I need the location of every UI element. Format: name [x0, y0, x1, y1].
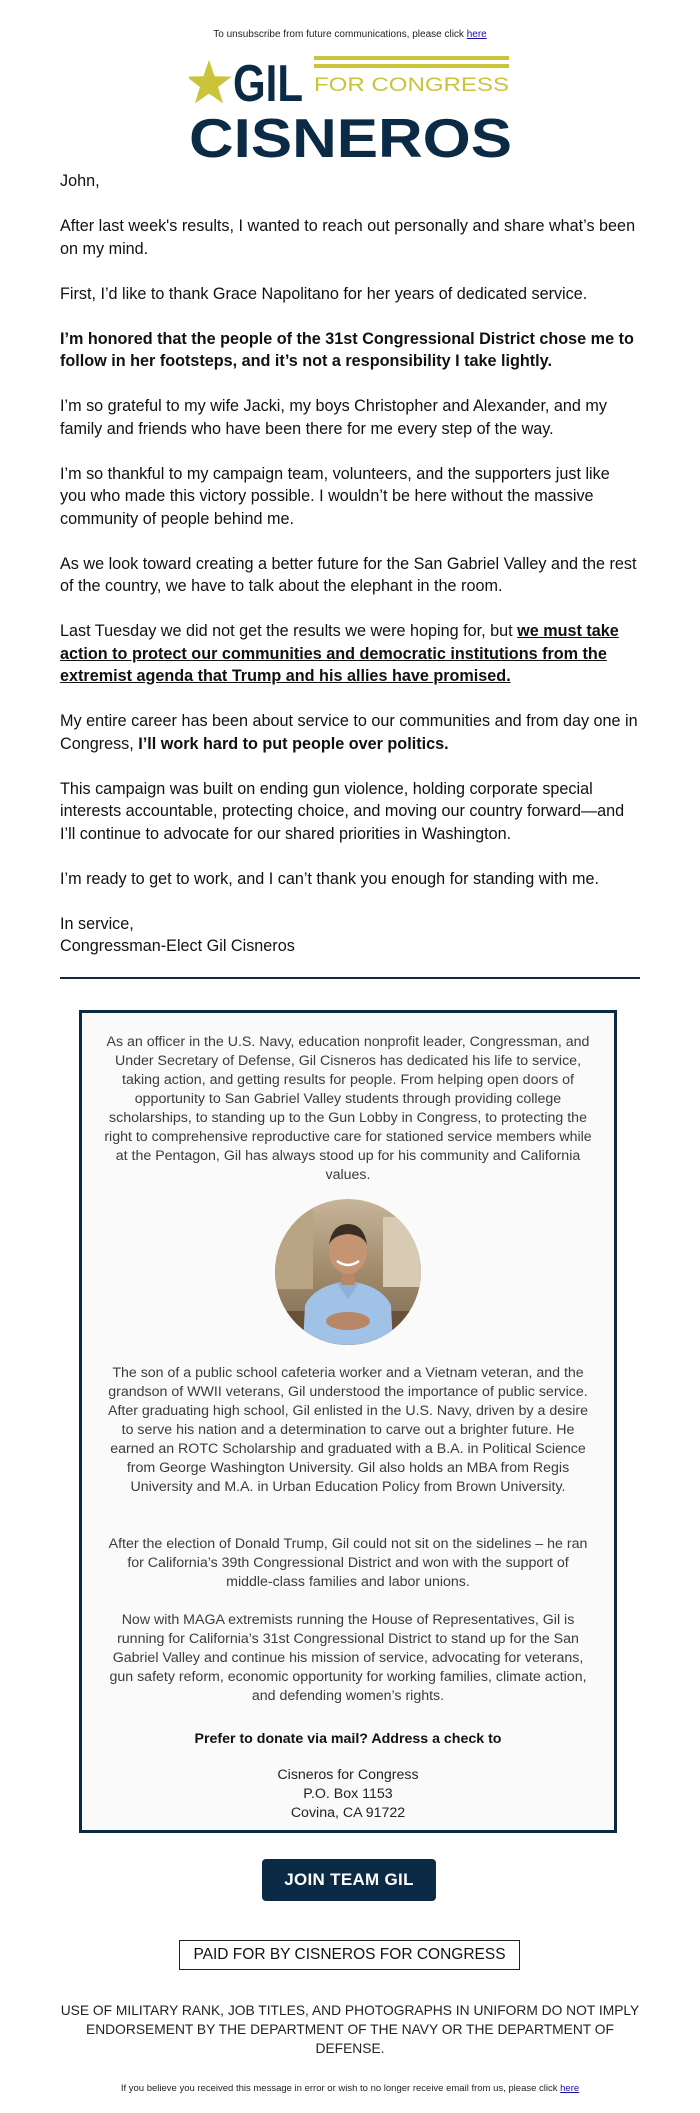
- logo-tagline: FOR CONGRESS: [314, 75, 509, 96]
- paid-for-disclaimer: PAID FOR BY CISNEROS FOR CONGRESS: [179, 1940, 520, 1970]
- opt-out-link[interactable]: here: [560, 2083, 580, 2094]
- address-name: Cisneros for Congress: [277, 1767, 419, 1783]
- unsubscribe-note: [0, 29, 700, 40]
- donate-by-mail-heading: Prefer to donate via mail? Address a check to: [194, 1731, 502, 1747]
- unsubscribe-text: To unsubscribe from future communications, please click: [213, 29, 464, 40]
- logo-cisneros: CISNEROS: [189, 107, 512, 158]
- logo-gold-rule-1: [314, 56, 509, 60]
- candidate-photo: [275, 1199, 421, 1345]
- campaign-logo: [189, 54, 512, 158]
- letter-paragraph: This campaign was built on ending gun violence, holding corporate special interests accountable, protecting choice, and moving our country forward—and I’ll continue to advocate for our shared priorities in Washington.: [60, 779, 625, 843]
- letter-paragraph: I’m ready to get to work, and I can’t thank you enough for standing with me.: [60, 869, 599, 888]
- join-team-button[interactable]: JOIN TEAM GIL: [262, 1859, 436, 1901]
- letter-paragraph: [60, 620, 640, 688]
- logo-gil: GIL: [233, 55, 303, 113]
- bio-intro: As an officer in the U.S. Navy, education nonprofit leader, Congressman, and Under Secretary of Defense, Gil Cisneros has dedicated his life to service, taking action, and getting results for people. From helping open doors of opportunity to San Gabriel Valley students through providing college scholarships, to standing up to the Gun Lobby in Congress, to protecting the right to comprehensive reproductive care for stationed service members while at the Pentagon, Gil has always stood up for his community and California values.: [104, 1034, 592, 1183]
- letter-paragraph-bold: [60, 328, 640, 373]
- bio-paragraph: [104, 1033, 592, 1185]
- candidate-portrait: [275, 1199, 421, 1345]
- section-divider: [60, 977, 640, 979]
- bio-paragraph: [104, 1535, 592, 1592]
- bio-paragraph: [104, 1611, 592, 1706]
- letter-paragraph: As we look toward creating a better future for the San Gabriel Valley and the rest of the country, we have to talk about the elephant in the room.: [60, 554, 637, 595]
- address-city: Covina, CA 91722: [290, 1805, 406, 1821]
- address-po-box: P.O. Box 1153: [303, 1786, 393, 1802]
- bio-background: The son of a public school cafeteria worker and a Vietnam veteran, and the grandson of WWII veterans, Gil understood the importance of public service. After graduating high school, Gil enlisted in the U.S. Navy, driven by a desire to serve his nation and a determination to carve out a brighter future. He earned an ROTC Scholarship and graduated with a B.A. in Political Science from George Washington University. Gil also holds an MBA from Regis University and M.A. in Urban Education Policy from Brown University.: [108, 1365, 588, 1495]
- letter-paragraph: After last week's results, I wanted to reach out personally and share what’s been on my mind.: [60, 217, 636, 258]
- honored-statement: I’m honored that the people of the 31st Congressional District chose me to follow in her footsteps, and it’s not a responsibility I take lightly.: [60, 329, 634, 370]
- career-lead: My entire career has been about service to our communities and from day one in Congress,: [60, 712, 638, 753]
- letter-body: [60, 170, 640, 958]
- unsubscribe-link[interactable]: here: [466, 29, 487, 40]
- signature: Congressman-Elect Gil Cisneros: [60, 937, 295, 955]
- error-note: [0, 2083, 700, 2094]
- bio-paragraph: [104, 1364, 592, 1497]
- people-over-politics-statement: I’ll work hard to put people over politics.: [138, 734, 449, 753]
- letter-paragraph: I’m so thankful to my campaign team, volunteers, and the supporters just like you who made this victory possible. I wouldn’t be here without the massive community of people behind me.: [60, 464, 610, 528]
- bio-box: [79, 1010, 617, 1833]
- protect-communities-statement: we must take action to protect our communities and democratic institutions from the extremist agenda that Trump and his allies have promised.: [60, 622, 619, 685]
- greeting: John,: [60, 172, 100, 190]
- letter-paragraph: First, I’d like to thank Grace Napolitano for her years of dedicated service.: [60, 284, 588, 303]
- signoff: In service,: [60, 914, 134, 933]
- bio-first-campaign: After the election of Donald Trump, Gil could not sit on the sidelines – he ran for California’s 39th Congressional District and won with the support of middle-class families and labor unions.: [108, 1536, 588, 1590]
- letter-paragraph: I’m so grateful to my wife Jacki, my boys Christopher and Alexander, and my family and friends who have been there for me every step of the way.: [60, 397, 608, 438]
- bio-current-campaign: Now with MAGA extremists running the House of Representatives, Gil is running for California’s 31st Congressional District to stand up for the San Gabriel Valley and continue his mission of service, advocating for veterans, gun safety reform, economic opportunity for working families, climate action, and defending women’s rights.: [109, 1612, 587, 1704]
- star-icon: [189, 60, 232, 103]
- logo-gold-rule-2: [314, 64, 509, 68]
- results-lead: Last Tuesday we did not get the results we were hoping for, but: [60, 622, 513, 640]
- mailing-address: [104, 1766, 592, 1823]
- letter-paragraph: [60, 710, 640, 755]
- error-note-text: If you believe you received this message in error or wish to no longer receive email from us, please click: [120, 2083, 558, 2094]
- military-disclaimer: USE OF MILITARY RANK, JOB TITLES, AND PHOTOGRAPHS IN UNIFORM DO NOT IMPLY ENDORSEMENT BY THE DEPARTMENT OF THE NAVY OR THE DEPARTMENT OF DEFENSE.: [60, 2003, 640, 2056]
